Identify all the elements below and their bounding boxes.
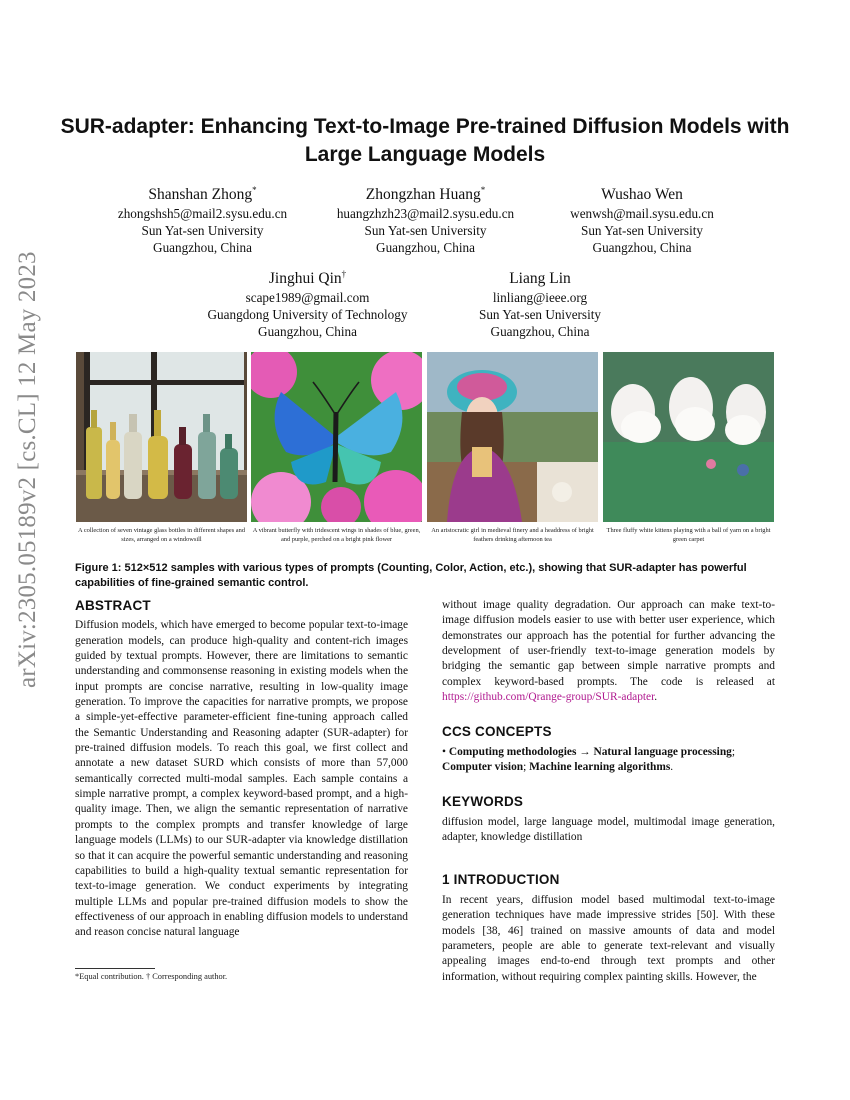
ccs-separator: .	[670, 761, 674, 774]
introduction-text: In recent years, diffusion model based multimodal text-to-image generation techniques have made impressive strides [50]. With these models [38, 46] trained on massive amounts of data and model parameters, people are able to generate text-relevant and visually appealing images end-to-end through text prompts and other information, without requiring complex painting skills. However, the	[442, 893, 775, 983]
paper-title: SUR-adapter: Enhancing Text-to-Image Pre-trained Diffusion Models with Large Language Models	[60, 115, 790, 166]
author-name: Liang Lin	[509, 270, 571, 288]
author-location: Guangzhou, China	[592, 240, 692, 256]
figure-image-caption: A collection of seven vintage glass bottles in different shapes and sizes, arranged on a windowsill	[77, 527, 246, 543]
author-name: Zhongzhan Huang	[365, 186, 481, 204]
author-location: Guangzhou, China	[376, 240, 475, 256]
ccs-term: Computing methodologies → Natural language processing	[448, 745, 732, 758]
author-affiliation: Guangdong University of Technology	[207, 307, 408, 323]
author-block	[95, 180, 310, 256]
abstract-text: Diffusion models, which have emerged to become popular text-to-image generation models, can produce high-quality and content-rich images guided by textual prompts. However, there are limitations to semantic understanding and commonsense reasoning in existing models when the input prompts are concise narrative, resulting in low-quality image generation. To improve the capacities for narrative prompts, we propose a simple-yet-effective parameter-efficient fine-tuning approach called the Semantic Understanding and Reasoning adapter (SUR-adapter) for pre-trained diffusion models. To reach this goal, we first collect and annotate a new dataset SURD which consists of more than 57,000 semantically corrected multi-modal samples. Each sample contains a simple narrative prompt, a complex keyword-based prompt, and a high-quality image. Then, we align the semantic representation of narrative prompts to the complex prompts and transfer knowledge of large language models (LLMs) to our SUR-adapter via knowledge distillation so that it can acquire the powerful semantic understanding and reasoning capabilities to build a high-quality textual semantic representation for text-to-image generation. We conduct experiments by integrating multiple LLMs and popular pre-trained diffusion models to show the effectiveness of our approach in enabling diffusion models to understand and reason concise natural language	[75, 619, 408, 939]
footnote-rule	[75, 968, 155, 969]
author-affiliation: Sun Yat-sen University	[141, 223, 264, 239]
author-block	[318, 180, 533, 256]
abstract-end: .	[654, 691, 658, 704]
code-link[interactable]: https://github.com/Qrange-group/SUR-adapter	[442, 691, 655, 704]
author-mark: *	[252, 185, 257, 195]
butterfly-photo	[251, 352, 422, 522]
author-email[interactable]: huangzhzh23@mail2.sysu.edu.cn	[336, 206, 515, 222]
author-block	[542, 180, 742, 256]
author-email[interactable]: scape1989@gmail.com	[245, 290, 370, 306]
ccs-separator: ;	[523, 761, 530, 774]
white-kittens-photo	[603, 352, 774, 522]
ccs-term: Computer vision	[442, 761, 524, 774]
author-email[interactable]: wenwsh@mail.sysu.edu.cn	[570, 206, 714, 222]
abstract-heading: ABSTRACT	[75, 598, 151, 613]
author-mark: *	[480, 185, 486, 195]
figure-image-caption: Three fluffy white kittens playing with a ball of yarn on a bright green carpet	[606, 527, 771, 543]
figure-caption-text: 512×512 samples with various types of prompts (Counting, Color, Action, etc.), showing that SUR-adapter has powerful capabilities of fine-grained semantic control.	[75, 562, 747, 589]
footnote: *Equal contribution. † Corresponding author.	[75, 972, 228, 981]
author-affiliation: Sun Yat-sen University	[479, 307, 601, 323]
introduction-heading: 1 INTRODUCTION	[442, 872, 560, 888]
right-column	[442, 598, 775, 985]
abstract-continuation-block	[442, 598, 775, 705]
ccs-term: Machine learning algorithms	[529, 761, 671, 774]
author-mark: †	[341, 269, 347, 279]
author-email[interactable]: zhongshsh5@mail2.sysu.edu.cn	[117, 206, 288, 222]
ccs-separator: ;	[731, 745, 736, 758]
ccs-heading: CCS CONCEPTS	[442, 724, 552, 740]
author-affiliation: Sun Yat-sen University	[364, 223, 487, 239]
figure-caption	[75, 561, 775, 591]
arxiv-stamp: arXiv:2305.05189v2 [cs.CL] 12 May 2023	[14, 251, 41, 688]
figure-image-caption: An aristocratic girl in medieval finery and a headdress of bright feathers drinking afternoon tea	[431, 527, 594, 543]
keywords-heading: KEYWORDS	[442, 794, 524, 810]
figure-caption-label: Figure 1:	[75, 562, 122, 574]
aristocratic-girl-photo	[427, 352, 598, 522]
ccs-bullet: •	[442, 745, 446, 758]
author-location: Guangzhou, China	[490, 324, 590, 340]
abstract-continuation: without image quality degradation. Our approach can make text-to-image diffusion models easier to use with better user experience, which demonstrates our approach has the potential for further advancing the development of user-friendly text-to-image generation models by bridging the semantic gap between simple narrative prompts and complex keyword-based prompts. The code is released at	[442, 599, 775, 688]
author-name: Jinghui Qin	[268, 270, 342, 288]
author-name: Wushao Wen	[601, 186, 683, 204]
author-location: Guangzhou, China	[153, 240, 252, 256]
left-column	[75, 598, 408, 941]
author-affiliation: Sun Yat-sen University	[581, 223, 703, 239]
author-block	[440, 264, 640, 340]
keywords-text: diffusion model, large language model, multimodal image generation, adapter, knowledge distillation	[442, 815, 775, 844]
author-name: Shanshan Zhong	[148, 186, 253, 204]
author-location: Guangzhou, China	[258, 324, 357, 340]
author-email[interactable]: linliang@ieee.org	[492, 290, 588, 306]
author-block	[190, 264, 425, 340]
glass-bottles-photo	[76, 352, 247, 522]
ccs-concepts	[442, 745, 775, 776]
figure-image-caption: A vibrant butterfly with iridescent wings in shades of blue, green, and purple, perched on a bright pink flower	[252, 527, 421, 543]
